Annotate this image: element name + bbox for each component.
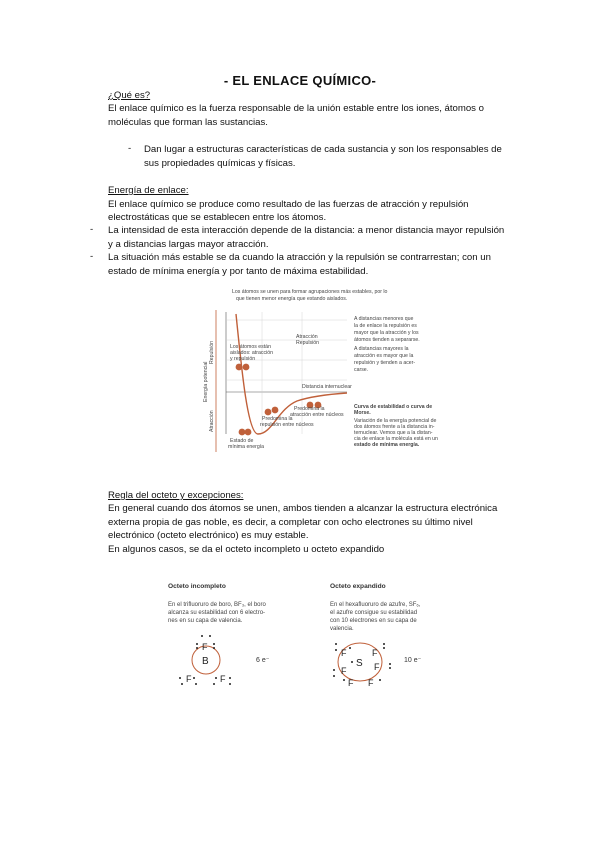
- bullet-dash: -: [128, 143, 132, 154]
- axis-label: Atracción: [209, 410, 215, 432]
- figure-label: Distancia internuclear: [302, 384, 352, 390]
- figure-note: cia de enlace la molécula está en un: [354, 436, 438, 442]
- paragraph-line: electrónico (octeto electrónico) es muy estable.: [108, 530, 309, 541]
- paragraph-line: electrostáticas que se establecen entre los átomos.: [108, 212, 327, 223]
- figure-note: Morse.: [354, 410, 371, 416]
- figure-text: valencia.: [330, 626, 354, 632]
- fluorine-atom: F: [341, 666, 347, 676]
- fluorine-atom: F: [341, 648, 347, 658]
- atom-pair-min: [239, 429, 246, 436]
- figure-label: Predomina la: [262, 416, 293, 422]
- paragraph-line: externa propia de gas noble, es decir, a completar con ocho electrones su último nivel: [108, 517, 473, 528]
- figure-label: repulsión entre núcleos: [260, 422, 314, 428]
- bullet-text: Dan lugar a estructuras características de cada sustancia y son los responsables de: [144, 144, 502, 155]
- octet-exceptions-figure: [164, 578, 448, 688]
- electron-count: 6 e⁻: [256, 657, 270, 664]
- paragraph-line: El enlace químico es la fuerza responsable de la unión estable entre los iones, átomos o: [108, 103, 484, 114]
- figure-label: atracción entre núcleos: [290, 412, 344, 418]
- figure-title: Octeto incompleto: [168, 583, 226, 590]
- central-atom-b: B: [202, 656, 209, 667]
- figure-note: átomos tienden a separarse.: [354, 337, 420, 343]
- fluorine-atom: F: [374, 662, 380, 672]
- bullet-text: La intensidad de esta interacción depende de la distancia: a menor distancia mayor repulsión: [108, 225, 505, 236]
- atom-pair-repulsion: [265, 409, 272, 416]
- fluorine-atom: F: [202, 642, 208, 652]
- bullet-text: estado de mínima energía y por tanto de máxima estabilidad.: [108, 266, 369, 277]
- figure-caption: Los átomos se unen para formar agrupaciones más estables, por lo: [232, 289, 388, 295]
- figure-note: A distancias mayores la: [354, 346, 409, 352]
- atom-pair-isolated: [243, 364, 250, 371]
- morse-curve-figure: [202, 284, 438, 456]
- figure-note: A distancias menores que: [354, 316, 414, 322]
- figure-note: repulsión y tienden a acer-: [354, 360, 416, 366]
- bullet-text: sus propiedades químicas y físicas.: [144, 158, 296, 169]
- figure-text: el azufre consigue su estabilidad: [330, 610, 418, 616]
- fluorine-atom: F: [220, 674, 226, 684]
- fluorine-atom: F: [348, 678, 354, 688]
- figure-text: alcanza su estabilidad con 6 electro-: [168, 610, 266, 616]
- figure-caption: que tienen menor energía que estando aislados.: [236, 296, 348, 302]
- axis-label: Repulsión: [209, 340, 215, 364]
- figure-label: Atracción: [296, 334, 318, 340]
- central-atom-s: S: [356, 658, 363, 669]
- bullet-text: La situación más estable se da cuando la atracción y la repulsión se contrarrestan; con un: [108, 252, 491, 263]
- section-heading-octeto: Regla del octeto y excepciones:: [108, 490, 244, 501]
- bullet-dash: -: [90, 251, 94, 262]
- figure-label: Predomina la: [294, 406, 325, 412]
- fluorine-atom: F: [368, 678, 374, 688]
- figure-note: Variación de la energía potencial de: [354, 418, 437, 424]
- section-heading-que-es: ¿Qué es?: [108, 90, 151, 101]
- electron-count: 10 e⁻: [404, 657, 422, 664]
- figure-label: y repulsión: [230, 356, 256, 362]
- figure-note: estado de mínima energía.: [354, 442, 420, 448]
- figure-note: ternuclear. Vemos que a la distan-: [354, 430, 433, 436]
- figure-label: aislados: atracción: [230, 350, 273, 356]
- page-title: - EL ENLACE QUÍMICO-: [223, 73, 377, 88]
- figure-text: con 10 electrones en su capa de: [330, 618, 417, 624]
- figure-text: nes en su capa de valencia.: [168, 618, 243, 624]
- bullet-text: y a distancias largas mayor atracción.: [108, 239, 269, 250]
- figure-title: Octeto expandido: [330, 583, 386, 590]
- paragraph-line: El enlace químico se produce como resultado de las fuerzas de atracción y repulsión: [108, 199, 469, 210]
- paragraph-line: En algunos casos, se da el octeto incompleto u octeto expandido: [108, 544, 385, 555]
- figure-label: Los átomos están: [230, 344, 271, 350]
- section-heading-energia: Energía de enlace:: [108, 185, 189, 196]
- axis-label: Energía potencial: [203, 361, 209, 402]
- bullet-dash: -: [90, 224, 94, 235]
- figure-text: En el hexafluoruro de azufre, SF₆,: [330, 602, 421, 608]
- figure-note: Curva de estabilidad o curva de: [354, 404, 433, 410]
- figure-label: Repulsión: [296, 340, 320, 346]
- figure-note: carse.: [354, 367, 369, 373]
- paragraph-line: moléculas que forman las sustancias.: [108, 117, 268, 128]
- figure-note: dos átomos frente a la distancia in-: [354, 424, 435, 430]
- figure-text: En el trifluoruro de boro, BF₃, el boro: [168, 602, 266, 608]
- figure-note: mayor que la atracción y los: [354, 330, 419, 336]
- figure-note: atracción es mayor que la: [354, 353, 414, 359]
- fluorine-atom: F: [372, 648, 378, 658]
- figure-label: Estado de: [230, 438, 254, 444]
- paragraph-line: En general cuando dos átomos se unen, ambos tienden a alcanzar la estructura electrónica: [108, 503, 498, 514]
- figure-label: mínima energía: [228, 444, 265, 450]
- atom-pair-min: [245, 429, 252, 436]
- atom-pair-isolated: [236, 364, 243, 371]
- fluorine-atom: F: [186, 674, 192, 684]
- atom-pair-repulsion: [272, 407, 279, 414]
- figure-note: la de enlace la repulsión es: [354, 323, 417, 329]
